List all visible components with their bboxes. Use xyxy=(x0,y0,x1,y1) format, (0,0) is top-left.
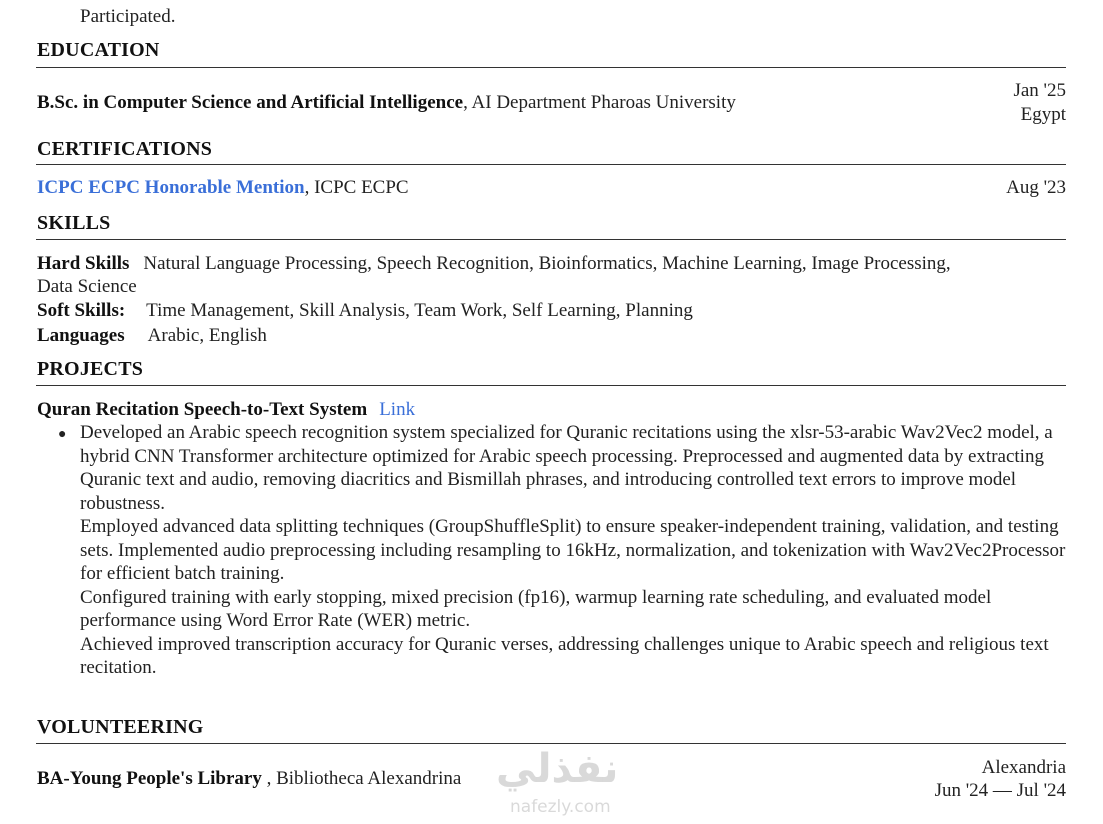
project-title-row xyxy=(37,398,415,422)
hard-skills-value: Natural Language Processing, Speech Recognition, Bioinformatics, Machine Learning, Image Processing, xyxy=(143,253,951,274)
project-description xyxy=(80,421,1070,680)
languages-label: Languages xyxy=(37,325,125,346)
volunteer-place: , Bibliotheca Alexandrina xyxy=(261,768,462,789)
projects-heading: PROJECTS xyxy=(37,358,144,380)
education-divider xyxy=(36,67,1066,68)
watermark-arabic: نفذلي xyxy=(496,746,619,792)
project-bullet: Achieved improved transcription accuracy for Quranic verses, addressing challenges unique to Arabic speech and religious text recitation. xyxy=(80,633,1049,678)
bullet-marker: ● xyxy=(58,427,67,442)
volunteering-entry xyxy=(37,767,461,791)
project-name: Quran Recitation Speech-to-Text System xyxy=(37,399,368,420)
education-date: Jan '25 xyxy=(1013,80,1066,101)
volunteering-location: Alexandria xyxy=(981,757,1066,778)
project-bullet: Developed an Arabic speech recognition system specialized for Quranic recitations using the xlsr-53-arabic Wav2Vec2 model, a hybrid CNN Transformer architecture optimized for Arabic speech processing. Preprocessed and augmented data by extracting Quranic text and audio, removing diacritics and Bismillah phrases, and introducing controlled text errors to improve model robustness. xyxy=(80,422,1053,514)
education-entry xyxy=(37,91,736,115)
languages-row xyxy=(37,324,1067,348)
certifications-heading: CERTIFICATIONS xyxy=(37,138,213,160)
soft-skills-value: Time Management, Skill Analysis, Team Work, Self Learning, Planning xyxy=(146,300,693,321)
hard-skills-value-continued: Data Science xyxy=(37,276,137,297)
languages-value: Arabic, English xyxy=(147,325,267,346)
project-bullet: Configured training with early stopping, mixed precision (fp16), warmup learning rate scheduling, and evaluated model performance using Word Error Rate (WER) metric. xyxy=(80,586,992,631)
previous-section-fragment: Participated. xyxy=(80,6,176,27)
skills-heading: SKILLS xyxy=(37,212,111,234)
soft-skills-row xyxy=(37,299,1067,323)
certification-entry xyxy=(37,176,409,200)
certifications-divider xyxy=(36,164,1066,165)
soft-skills-label: Soft Skills: xyxy=(37,300,126,321)
projects-divider xyxy=(36,385,1066,386)
education-heading: EDUCATION xyxy=(37,39,160,61)
hard-skills-row-continued xyxy=(37,275,1067,299)
education-location: Egypt xyxy=(1020,104,1066,125)
volunteer-org: BA-Young People's Library xyxy=(37,768,262,789)
certification-date: Aug '23 xyxy=(1006,177,1066,198)
volunteering-dates: Jun '24 — Jul '24 xyxy=(934,780,1066,801)
watermark-logo xyxy=(488,744,628,824)
certification-issuer: , ICPC ECPC xyxy=(304,177,409,198)
volunteering-divider xyxy=(36,743,1066,744)
volunteering-heading: VOLUNTEERING xyxy=(37,716,204,738)
project-bullet: Employed advanced data splitting techniques (GroupShuffleSplit) to ensure speaker-independent training, validation, and testing sets. Implemented audio preprocessing including resampling to 16kHz, normalization, and tokenization with Wav2Vec2Processor for efficient batch training. xyxy=(80,516,1066,584)
degree-name: B.Sc. in Computer Science and Artificial Intelligence xyxy=(37,92,464,113)
project-link[interactable]: Link xyxy=(379,399,416,420)
watermark-latin: nafezly.com xyxy=(510,797,611,817)
hard-skills-label: Hard Skills xyxy=(37,253,130,274)
skills-divider xyxy=(36,239,1066,240)
certification-link[interactable]: ICPC ECPC Honorable Mention xyxy=(37,177,305,198)
institution-name: , AI Department Pharoas University xyxy=(463,92,736,113)
hard-skills-row xyxy=(37,252,1067,276)
